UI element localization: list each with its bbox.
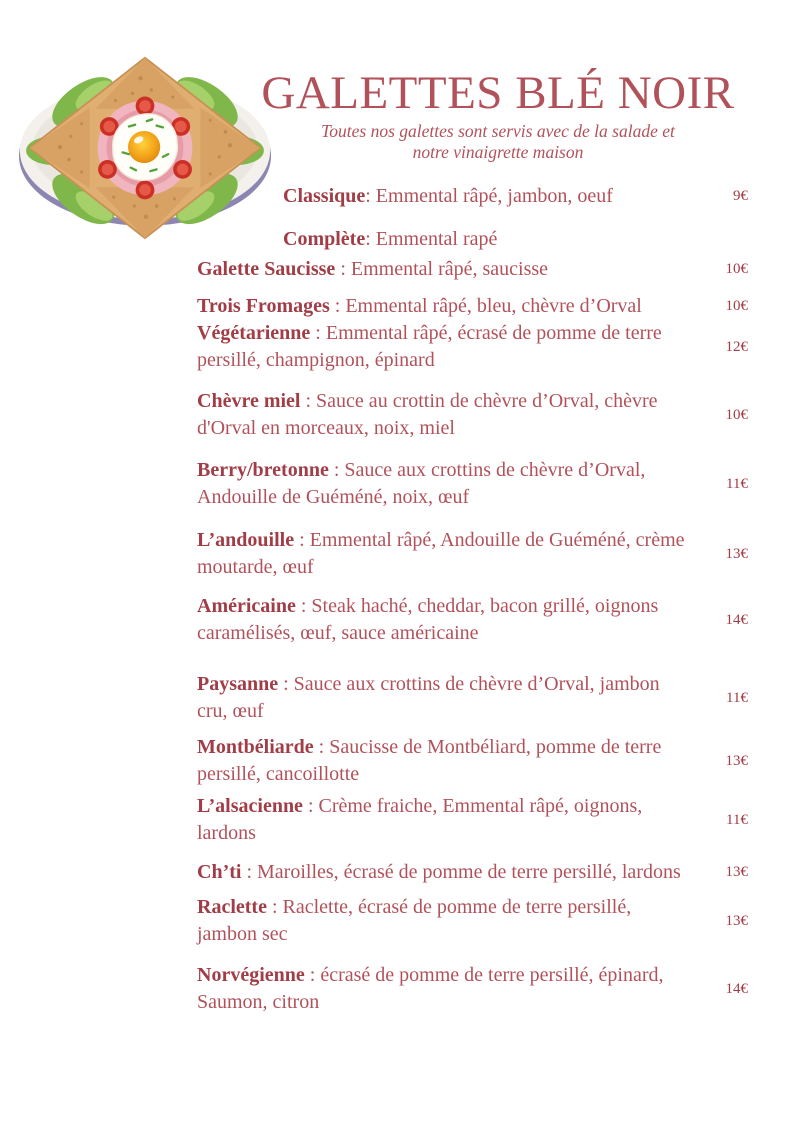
menu-item-price: 11€ (726, 811, 748, 828)
menu-item-description: : Steak haché, cheddar, bacon grillé, oignons caramélisés, œuf, sauce américaine (197, 595, 659, 644)
menu-item-text (283, 226, 693, 253)
menu-item-description: : Sauce aux crottins de chèvre d’Orval, Andouille de Guéméné, noix, œuf (197, 459, 646, 508)
menu-item-price: 10€ (725, 298, 748, 314)
menu-item-name: Paysanne (197, 673, 279, 695)
menu-item-name: Galette Saucisse (197, 258, 336, 280)
menu-item-text (283, 183, 693, 210)
menu-item-text (197, 962, 693, 1016)
menu-subtitle-line1: Toutes nos galettes sont servis avec de la salade et (321, 121, 675, 141)
menu-item-description: : Maroilles, écrasé de pomme de terre persillé, lardons (241, 861, 681, 883)
menu-item-text (197, 256, 693, 283)
menu-item (197, 183, 748, 210)
menu-item-description: : Emmental râpé, écrasé de pomme de terre persillé, champignon, épinard (197, 322, 662, 371)
menu-item-price: 11€ (726, 689, 748, 706)
menu-item-price: 13€ (725, 545, 748, 562)
menu-item-description: : Raclette, écrasé de pomme de terre persillé, jambon sec (197, 896, 632, 945)
menu-item-price: 12€ (725, 338, 748, 355)
menu-item (197, 859, 748, 886)
menu-item-price: 14€ (725, 980, 748, 997)
menu-item (197, 734, 748, 788)
menu-item-name: Américaine (197, 595, 296, 617)
menu-item-price: 11€ (726, 475, 748, 492)
menu-item-text (197, 793, 693, 847)
menu-header (228, 68, 768, 163)
menu-item-text (197, 593, 693, 647)
menu-item-name: Berry/bretonne (197, 459, 329, 481)
menu-item-name: Classique (283, 185, 366, 207)
menu-item-description: : Sauce au crottin de chèvre d’Orval, chèvre d'Orval en morceaux, noix, miel (197, 390, 658, 439)
menu-item-text (197, 894, 693, 948)
menu-item-description: : Emmental râpé, saucisse (335, 258, 549, 280)
menu-item (197, 671, 748, 725)
menu-item-name: Complète (283, 228, 366, 250)
menu-item (197, 320, 748, 374)
menu-item (197, 293, 748, 320)
menu-item-name: Montbéliarde (197, 736, 314, 758)
menu-item-name: Trois Fromages (197, 295, 330, 317)
menu-item-name: Norvégienne (197, 964, 305, 986)
menu-item-description: : écrasé de pomme de terre persillé, épinard, Saumon, citron (197, 964, 664, 1013)
menu-subtitle-line2: notre vinaigrette maison (412, 142, 584, 162)
menu-list (197, 183, 748, 1016)
menu-item-name: L’alsacienne (197, 795, 303, 817)
menu-item-description: : Sauce aux crottins de chèvre d’Orval, jambon cru, œuf (197, 673, 660, 722)
menu-item-text (197, 859, 693, 886)
menu-item (197, 593, 748, 647)
menu-item-text (197, 388, 693, 442)
menu-item-text (197, 527, 693, 581)
menu-item (197, 527, 748, 581)
menu-item-price: 10€ (725, 261, 748, 277)
menu-item-text (197, 293, 693, 320)
menu-item-description: : Crème fraiche, Emmental râpé, oignons, lardons (197, 795, 643, 844)
menu-item (197, 457, 748, 511)
menu-item (197, 256, 748, 283)
menu-item (197, 793, 748, 847)
menu-item-name: Chèvre miel (197, 390, 301, 412)
menu-item-price: 13€ (725, 864, 748, 880)
menu-item (197, 894, 748, 948)
menu-item-price: 13€ (725, 752, 748, 769)
menu-subtitle (228, 121, 768, 163)
menu-item-description: : Saucisse de Montbéliard, pomme de terre persillé, cancoillotte (197, 736, 662, 785)
menu-item-name: Raclette (197, 896, 267, 918)
menu-item-text (197, 457, 693, 511)
menu-item-price: 9€ (733, 188, 748, 204)
menu-item-name: Ch’ti (197, 861, 242, 883)
menu-item-name: Végétarienne (197, 322, 311, 344)
menu-item (197, 226, 748, 253)
menu-item (197, 388, 748, 442)
menu-item-name: L’andouille (197, 529, 295, 551)
menu-item-text (197, 734, 693, 788)
menu-item-description: : Emmental rapé (365, 228, 498, 250)
menu-item-price: 10€ (725, 406, 748, 423)
menu-item-text (197, 671, 693, 725)
menu-item-description: : Emmental râpé, bleu, chèvre d’Orval (329, 295, 642, 317)
menu-item-text (197, 320, 693, 374)
menu-item-description: : Emmental râpé, Andouille de Guéméné, crème moutarde, œuf (197, 529, 685, 578)
menu-item-price: 13€ (725, 912, 748, 929)
menu-item-price: 14€ (725, 611, 748, 628)
menu-item (197, 962, 748, 1016)
menu-item-description: : Emmental râpé, jambon, oeuf (365, 185, 613, 207)
page-title: GALETTES BLÉ NOIR (261, 67, 735, 119)
